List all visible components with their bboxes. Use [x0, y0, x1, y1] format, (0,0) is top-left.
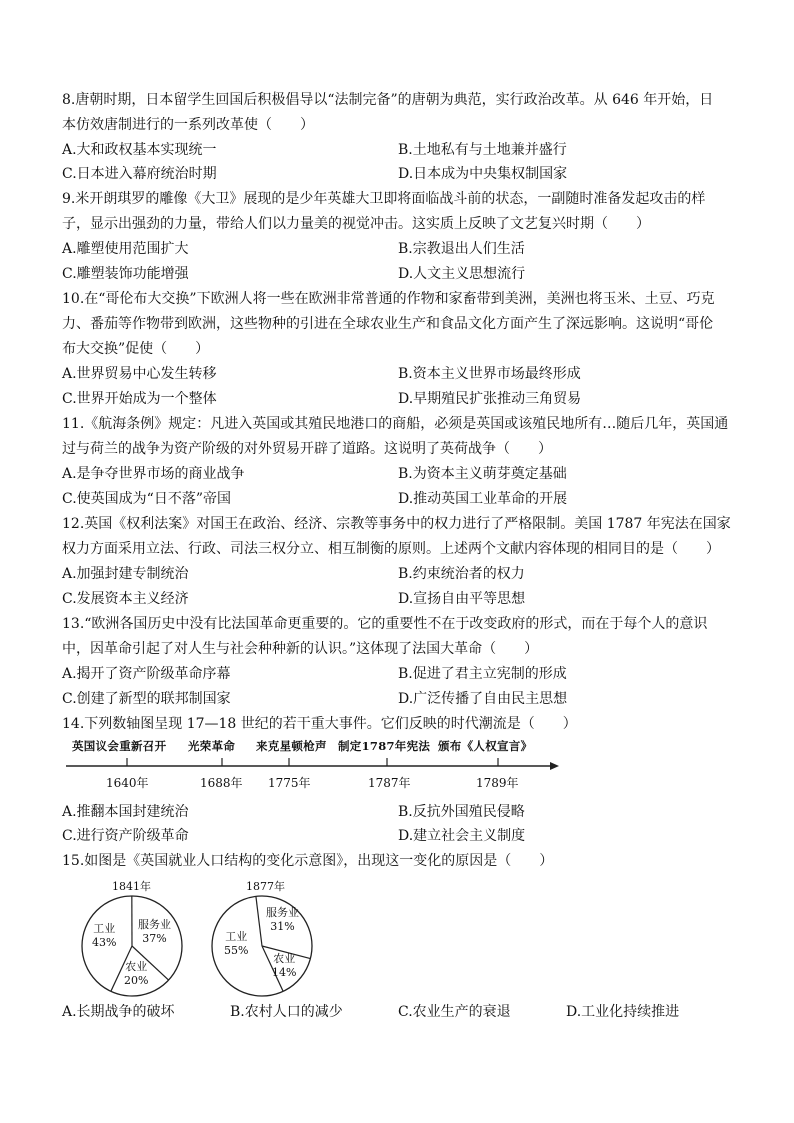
pie-1841-label-service: 服务业 37% [138, 918, 171, 945]
q9-stem-line2: 子，显示出强劲的力量，带给人们以力量美的视觉冲击。这实质上反映了文艺复兴时期（ ） [62, 216, 650, 232]
q12-option-d: D.宣扬自由平等思想 [398, 591, 526, 607]
q14-timeline [62, 738, 562, 794]
timeline-year-1: 1640年 [106, 776, 149, 790]
q13-option-c: C.创建了新型的联邦制国家 [62, 691, 231, 707]
q10-option-b: B.资本主义世界市场最终形成 [398, 366, 581, 382]
timeline-year-2: 1688年 [200, 776, 243, 790]
q10-stem-line3: 布大交换”促使（ ） [62, 341, 210, 357]
q14-option-d: D.建立社会主义制度 [398, 828, 526, 844]
q11-option-c: C.使英国成为“日不落”帝国 [62, 491, 231, 507]
q9-option-a: A.雕塑使用范围扩大 [62, 241, 189, 257]
pie-1841-label-agriculture: 农业 20% [124, 960, 149, 987]
q15-option-b: B.农村人口的减少 [230, 1004, 343, 1020]
q10-stem-line2: 力、番茄等作物带到欧洲，这些物种的引进在全球农业生产和食品文化方面产生了深远影响。这说明“哥伦 [62, 316, 714, 332]
timeline-year-4: 1787年 [368, 776, 411, 790]
timeline-event-5: 颁布《人权宣言》 [438, 739, 533, 753]
q9-option-d: D.人文主义思想流行 [398, 266, 526, 282]
pie-chart-1877 [208, 878, 318, 1000]
q10-option-d: D.早期殖民扩张推动三角贸易 [398, 391, 582, 407]
q13-option-b: B.促进了君主立宪制的形成 [398, 666, 567, 682]
q15-option-d: D.工业化持续推进 [566, 1004, 680, 1020]
pie-1841-title: 1841年 [112, 880, 151, 893]
q15-option-a: A.长期战争的破坏 [62, 1004, 175, 1020]
q10-option-a: A.世界贸易中心发生转移 [62, 366, 217, 382]
q8-option-d: D.日本成为中央集权制国家 [398, 166, 568, 182]
pie-1841-label-industry: 工业 43% [92, 922, 117, 949]
q15-stem-line1: 15.如图是《英国就业人口结构的变化示意图》，出现这一变化的原因是（ ） [62, 853, 554, 869]
q13-option-d: D.广泛传播了自由民主思想 [398, 691, 568, 707]
q8-option-b: B.土地私有与土地兼并盛行 [398, 142, 567, 158]
q14-stem-line1: 14.下列数轴图呈现 17—18 世纪的若干重大事件。它们反映的时代潮流是（ ） [62, 716, 577, 732]
q10-stem-line1: 10.在“哥伦布大交换”下欧洲人将一些在欧洲非常普通的作物和家畜带到美洲，美洲也将玉米、土豆、巧克 [62, 291, 715, 307]
q13-option-a: A.揭开了资产阶级革命序幕 [62, 666, 231, 682]
timeline-event-2: 光荣革命 [188, 739, 236, 753]
q12-stem-line2: 权力方面采用立法、行政、司法三权分立、相互制衡的原则。上述两个文献内容体现的相同目的是（ ） [62, 541, 720, 557]
pie-1877-label-industry: 工业 55% [224, 930, 249, 957]
timeline-event-4: 制定1787年宪法 [338, 739, 431, 753]
q11-option-d: D.推动英国工业革命的开展 [398, 491, 568, 507]
q14-option-a: A.推翻本国封建统治 [62, 804, 189, 820]
q13-stem-line2: 中，因革命引起了对人生与社会种种新的认识。”这体现了法国大革命（ ） [62, 641, 539, 657]
q11-stem-line1: 11.《航海条例》规定：凡进入英国或其殖民地港口的商船，必须是英国或该殖民地所有…随后几年，英国通 [62, 416, 729, 432]
pie-1877-label-agriculture: 农业 14% [272, 952, 297, 979]
q11-stem-line2: 过与荷兰的战争为资产阶级的对外贸易开辟了道路。这说明了英荷战争（ ） [62, 441, 552, 457]
q11-option-b: B.为资本主义萌芽奠定基础 [398, 466, 567, 482]
q8-stem-line2: 本仿效唐制进行的一系列改革使（ ） [62, 117, 314, 133]
q11-option-a: A.是争夺世界市场的商业战争 [62, 466, 245, 482]
q12-option-b: B.约束统治者的权力 [398, 566, 525, 582]
pie-1877-label-service: 服务业 31% [266, 906, 299, 933]
q10-option-c: C.世界开始成为一个整体 [62, 391, 217, 407]
timeline-year-5: 1789年 [476, 776, 519, 790]
timeline-year-3: 1775年 [268, 776, 311, 790]
timeline-event-1: 英国议会重新召开 [72, 739, 167, 753]
q13-stem-line1: 13.“欧洲各国历史中没有比法国革命更重要的。它的重要性不在于改变政府的形式，而在于每个人的意识 [62, 616, 708, 632]
q15-option-c: C.农业生产的衰退 [398, 1004, 511, 1020]
pie-chart-1841 [78, 878, 188, 1000]
timeline-arrow [550, 762, 559, 770]
q9-option-b: B.宗教退出人们生活 [398, 241, 525, 257]
q12-stem-line1: 12.英国《权利法案》对国王在政治、经济、宗教等事务中的权力进行了严格限制。美国 1787 年宪法在国家 [62, 516, 731, 532]
q14-option-b: B.反抗外国殖民侵略 [398, 804, 525, 820]
timeline-event-3: 来克星顿枪声 [256, 739, 327, 753]
pie-1877-title: 1877年 [246, 880, 285, 893]
q9-stem-line1: 9.米开朗琪罗的雕像《大卫》展现的是少年英雄大卫即将面临战斗前的状态，一副随时准备发起攻击的样 [62, 191, 706, 207]
q12-option-c: C.发展资本主义经济 [62, 591, 189, 607]
q8-option-c: C.日本进入幕府统治时期 [62, 166, 217, 182]
q14-option-c: C.进行资产阶级革命 [62, 828, 189, 844]
timeline-axis [62, 756, 562, 772]
q8-option-a: A.大和政权基本实现统一 [62, 142, 217, 158]
q9-option-c: C.雕塑装饰功能增强 [62, 266, 189, 282]
q12-option-a: A.加强封建专制统治 [62, 566, 189, 582]
q8-stem-line1: 8.唐朝时期，日本留学生回国后积极倡导以“法制完备”的唐朝为典范，实行政治改革。从 646 年开始，日 [62, 92, 714, 108]
